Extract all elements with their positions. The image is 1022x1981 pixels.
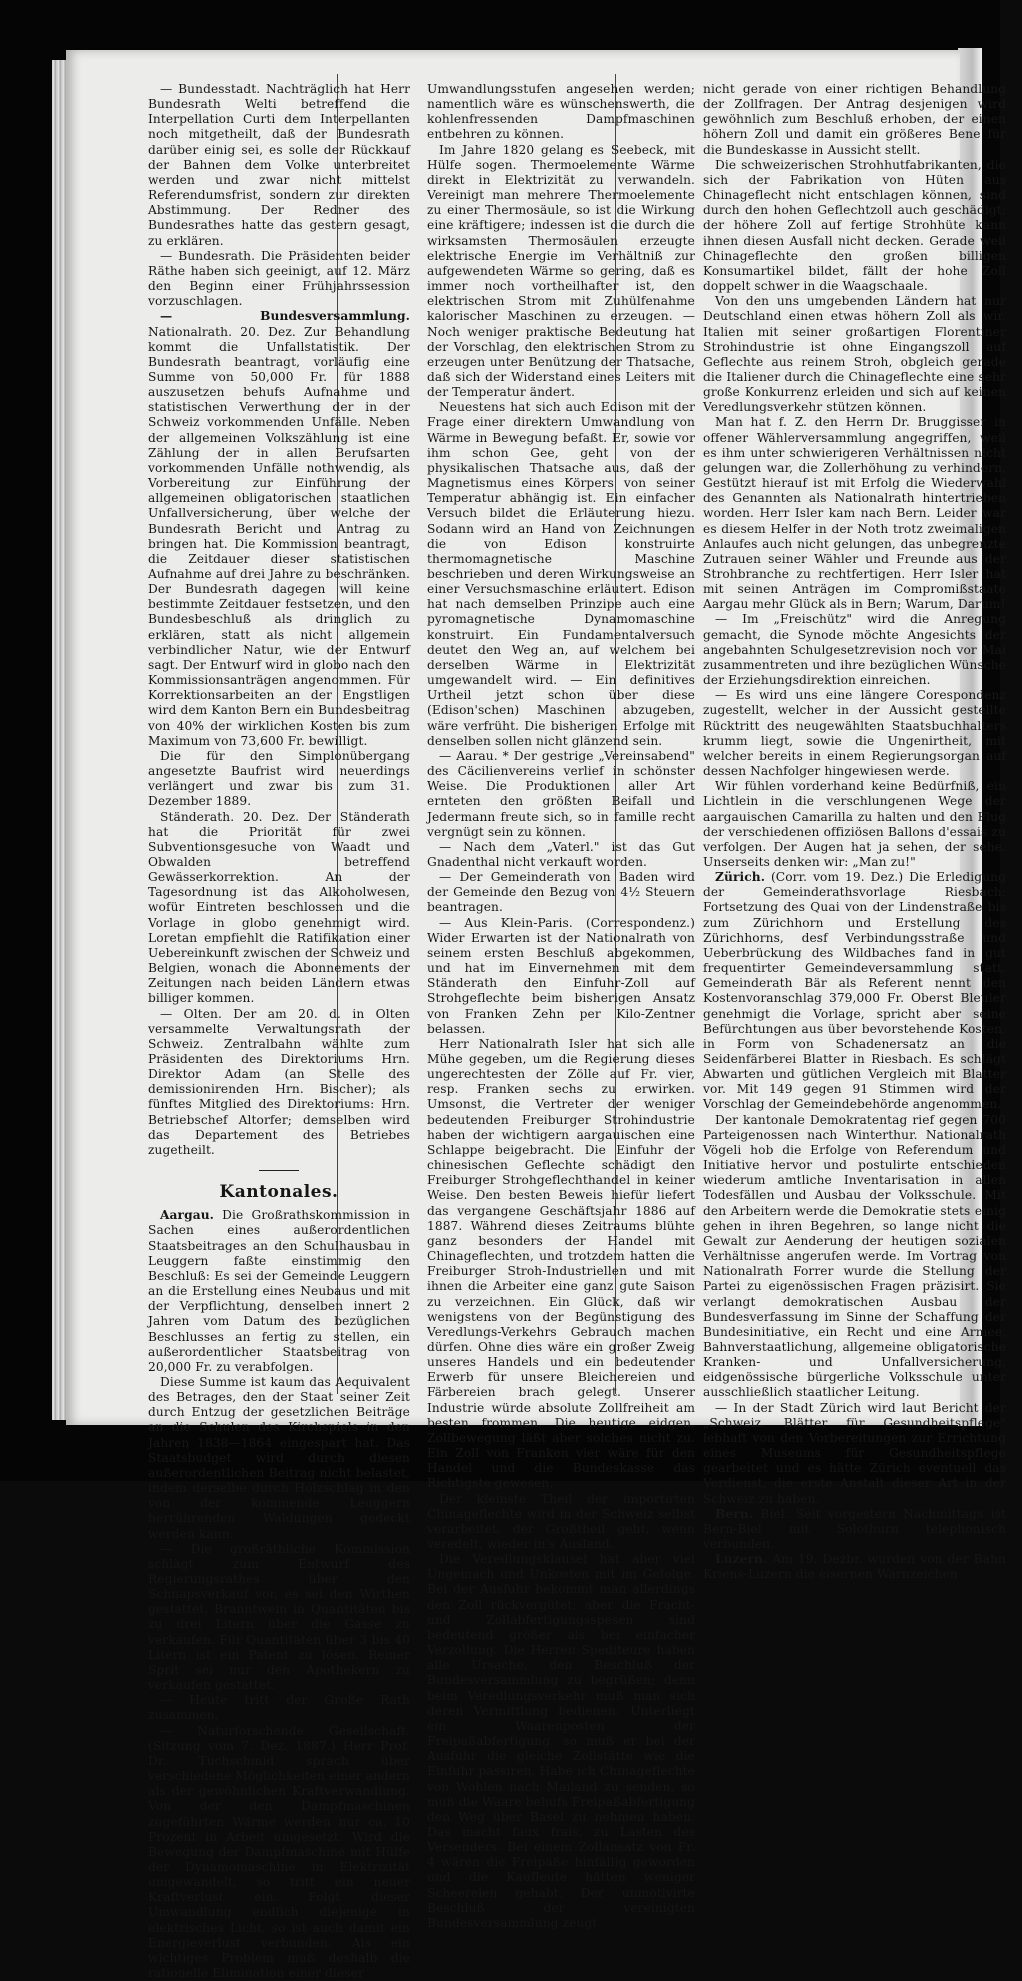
paragraph: — Der Gemeinderath von Baden wird der Gemeinde den Bezug von 4½ Steuern beantragen.: [427, 870, 695, 915]
paragraph: — Bundesstadt. Nachträglich hat Herr Bundesrath Welti betreffend die Interpellation Curti dem Interpellanten noch mitgetheilt, daß der Bundesrath darüber einig sei, es solle der Rückkauf der Bahnen dem Volke unterbreitet werden und zwar nicht mittelst Referendumsfrist, sondern zur direkten Abstimmung. Der Redner des Bundesrathes hatte das gestern gesagt, zu erklären.: [148, 82, 410, 248]
text-columns: [148, 82, 1022, 1981]
bern-text: Biel. Seit vorgestern Nachmittags ist Bern-Biel mit Solothurn telephonisch verbunden.: [703, 1506, 1006, 1551]
paragraph: Herr Nationalrath Isler hat sich alle Mühe gegeben, um die Regierung dieses ungerechtesten der Zölle auf Fr. vier, resp. Franken sechs zu erwirken. Umsonst, die Vertreter der weniger bedeutenden Freiburger Strohindustrie haben der wichtigern aargauischen eine Schlappe beigebracht. Die Einfuhr der chinesischen Geflechte schädigt den Freiburger Strohgeflechthandel in keiner Weise. Den besten Beweis hiefür liefert das vergangene Geschäftsjahr 1886 auf 1887. Während dieses Zeitraums blühte ganz besonders der Handel mit Chinageflechten, und trotzdem hatten die Freiburger Stroh-Industriellen und mit ihnen die Arbeiter eine ganz gute Saison zu verzeichnen. Ein Glück, daß wir wenigstens von der Begünstigung des Veredlungs-Verkehrs Gebrauch machen dürfen. Ohne dies wäre ein großer Zweig unseres Handels und ein bedeutender Erwerb für unsere Bleichereien und Färbereien brach gelegt. Unserer Industrie würde absolute Zollfreiheit am besten frommen. Die heutige eidgen. Zollbewegung läßt aber solches nicht zu. Ein Zoll von Franken vier wäre für den Handel und die Bundeskasse das Richtigste gewesen.: [427, 1036, 695, 1491]
paragraph: — Heute tritt der Große Rath zusammen.: [148, 1693, 410, 1723]
paragraph: — Es wird uns eine längere Corespondenz zugestellt, welcher in der Aussicht gestellte Rücktritt des neugewählten Staatsbuchhalters krumm liegt, sowie die Ungenirtheit, mit welcher bereits in einem Regierungsorgan auf dessen Nachfolger hingewiesen werde.: [703, 688, 1006, 779]
paragraph: — Olten. Der am 20. d. in Olten versammelte Verwaltungsrath der Schweiz. Zentralbahn wählte zum Präsidenten des Direktoriums Hrn. Direktor Adam (an Stelle des demissionirenden Hrn. Bischer); als fünftes Mitglied des Direktoriums: Hrn. Betriebschef Altorfer; demselben wird das Departement des Betriebes zugetheilt.: [148, 1006, 410, 1157]
column-1: [148, 82, 410, 1981]
paragraph: — Aus Klein-Paris. (Correspondenz.) Wider Erwarten ist der Nationalrath von seinem ersten Beschluß abgekommen, und hat im Einvernehmen mit dem Ständerath den Einfuhr-Zoll auf Strohgeflechte beim bisherigen Ansatz von Franken Zehn per Kilo-Zentner belassen.: [427, 915, 695, 1036]
paragraph: [148, 1208, 410, 1375]
section-title: Kantonales.: [219, 1182, 339, 1203]
paragraph: Diese Summe ist kaum das Aequivalent des Betrages, den der Staat seiner Zeit durch Entzug der gesetzlichen Beiträge an die Schulen des Kirchspiels in den Jahren 1838—1864 eingespart hat. Das Staatsbudget wird durch diesen außerordentlichen Beitrag nicht belastet, indem derselbe durch Holzschlag in den von der kommende Leuggern herrührenden Waldungen gedeckt werden kann.: [148, 1374, 410, 1541]
paragraph: — Aarau. * Der gestrige „Vereinsabend" des Cäcilienvereins verlief in schönster Weise. Die Produktionen aller Art ernteten den größten Beifall und Jedermann freute sich, so in famille recht vergnügt sein zu können.: [427, 748, 695, 839]
paragraph: Die Veredlungsklausel hat aber viel Ungemach und Unkosten mit im Gefolge. Bei der Ausfuhr bekommt man allerdings den Zoll rückvergütet; aber die Fracht- und Zollabfertigungsspesen sind bedeutend größer als bei einfacher Verzollung. Die Herren Spediteure haben alle Ursache, den Beschluß der Bundesversammlung zu begrüßen; denn beim Veredlungsverkehr muß man sich deren Vermittlung bedienen. Unterliegt ein Waarenposten der Freipaßabfertigung, so muß er bei der Ausfuhr die gleiche Zollstätte wie die Einfuhr passiren. Habe ich Chinageflechte von Wohlen nach Mailand zu senden, so muß die Waare behufs Freipaßabfertigung den Weg über Basel zu nehmen haben. Das macht faux frais, zu Lasten des Versenders. Bei einem Zollansatz von Fr. 4 wären die Freipäße hinfällig geworden und die Kaufleute hätten weniger Scheereien gehabt. Der unmotivirte Beschluß der vereinigten Bundesversammlung zeugt: [427, 1552, 695, 1930]
bundesversammlung-text: Nationalrath. 20. Dez. Zur Behandlung kommt die Unfallstatistik. Der Bundesrath beantragt, vorläufig eine Summe von 50,000 Fr. für 1888 auszusetzen behufs Aufnahme und statistischen Verwerthung der in der Schweiz vorkommenden Unfälle. Neben der allgemeinen Volkszählung ist eine Zählung der in allen Berufsarten vorkommenden Unfälle nothwendig, als Vorbereitung zur Einführung der allgemeinen obligatorischen staatlichen Unfallversicherung, über welche der Bundesrath Bericht und Antrag zu bringen hat. Die Kommission beantragt, die Zeitdauer dieser statistischen Aufnahme auf drei Jahre zu beschränken. Der Bundesrath dagegen will keine bestimmte Zeitdauer festsetzen, und den Bundesbeschluß als dringlich zu erklären, statt als nicht allgemein verbindlicher Natur, wie der Entwurf sagt. Der Entwurf wird in globo nach den Kommissionsanträgen angenommen. Für Korrektionsarbeiten an der Engstligen wird dem Kanton Bern ein Bundesbeitrag von 40% der wirklichen Kosten bis zum Maximum von 73,600 Fr. bewilligt.: [148, 324, 410, 748]
paragraph: [703, 870, 1006, 1113]
paragraph: [148, 309, 410, 749]
paragraph: Man hat f. Z. den Herrn Dr. Bruggisser in offener Wählerversammlung angegriffen, weil es ihm unter schwierigeren Verhältnissen nicht gelungen war, die Zollerhöhung zu verhindern. Gestützt hierauf ist mit Erfolg die Wiederwahl des Genannten als Nationalrath hintertrieben worden. Herr Isler kam nach Bern. Leider war es diesem Helfer in der Noth trotz zweimaligen Anlaufes auch nicht gelungen, das unbegrenzte Zutrauen seiner Wähler und Freunde aus der Strohbranche zu rechtfertigen. Herr Isler hat mit seinen Anträgen im Compromißstaate Aargau mehr Glück als in Bern; Warum, Darum!: [703, 415, 1006, 612]
paragraph: [703, 1507, 1006, 1552]
column-2: [427, 82, 695, 1930]
luzern-text: Am 19. Dezbr. wurden von der Bahn Kriens-Luzern die eisernen Warnzeichen: [703, 1552, 1006, 1582]
paragraph: — Nach dem „Vaterl." ist das Gut Gnadenthal nicht verkauft worden.: [427, 839, 695, 869]
paragraph: Die schweizerischen Strohhutfabrikanten, die sich der Fabrikation von Hüten aus Chinageflecht nicht entschlagen können, sind durch den hohen Geflechtzoll auch geschädigt; der höhere Zoll auf fertige Strohhüte kann ihnen diesen Ausfall nicht decken. Gerade weil Chinageflechte den großen billigen Konsumartikel bildet, fällt der hohe Zoll doppelt schwer in die Waagschaale.: [703, 157, 1006, 294]
paragraph: Neuestens hat sich auch Edison mit der Frage einer direktern Umwandlung von Wärme in Bewegung befaßt. Er, sowie vor ihm schon Gee, geht von der physikalischen Thatsache aus, daß der Magnetismus eines Körpers von seiner Temperatur abhängig ist. Ein einfacher Versuch bildet die Erläuterung hiezu. Sodann wird an Hand von Zeichnungen die von Edison konstruirte thermomagnetische Maschine beschrieben und deren Wirkungsweise an einer Versuchsmaschine erläutert. Edison hat nach demselben Prinzipe auch eine pyromagnetische Dynamomaschine konstruirt. Ein Fundamentalversuch deutet den Weg an, auf welchem bei derselben Wärme in Elektrizität umgewandelt wird. — Ein definitives Urtheil jetzt schon über diese (Edison'schen) Maschinen abzugeben, wäre verfrüht. Die bisherigen Erfolge mit denselben sollen nicht glänzend sein.: [427, 400, 695, 748]
paragraph: Der kantonale Demokratentag rief gegen 700 Parteigenossen nach Winterthur. Nationalrath Vögeli hob die Erfolge von Referendum und Initiative hervor und postulirte entschieden wiederum amtliche Inventarisation in allen Todesfällen und Ausbau der Volksschule. Mit den Arbeitern werde die Demokratie stets einig gehen in ihren Begehren, so lange nicht die Gewalt zur Aenderung der heutigen sozialen Verhältnisse angerufen werde. Im Vortrag von Nationalrath Forrer wurde die Stellung der Partei zu eigenössischen Fragen präzisirt. Sie verlangt demokratischen Ausbau der Bundesverfassung im Sinne der Schaffung der Bundesinitiative, ein Recht und eine Armee, Bahnverstaatlichung, allgemeine obligatorische Kranken- und Unfallversicherung, eidgenössische bürgerliche Volksschule unter ausschließlich staatlicher Leitung.: [703, 1112, 1006, 1400]
column-3: [703, 82, 1006, 1582]
paragraph: Ständerath. 20. Dez. Der Ständerath hat die Priorität für zwei Subventionsgesuche von Waadt und Obwalden betreffend Gewässerkorrektion. An der Tagesordnung ist das Alkoholwesen, wofür Eintreten beschlossen und die Vorlage in globo genehmigt wird. Loretan empfiehlt die Ratifikation einer Uebereinkunft zwischen der Schweiz und Belgien, wonach die Abonnements der Zeitungen nach beiden Ländern etwas billiger kommen.: [148, 809, 410, 1006]
paragraph: Die für den Simplonübergang angesetzte Baufrist wird neuerdings verlängert und zwar bis zum 31. Dezember 1889.: [148, 748, 410, 809]
page-stack-edge-left: [52, 60, 66, 1420]
paragraph: — Im „Freischütz" wird die Anregung gemacht, die Synode möchte Angesichts der angebahnten Schulgesetzrevision noch vor Mai zusammentreten und ihre bezüglichen Wünsche der Erziehungsdirektion einreichen.: [703, 612, 1006, 688]
paragraph: — Naturforschende Gesellschaft. (Sitzung vom 7. Dez. 1887.) Herr Prof. Dr. Tuchschmid sprach über verschiedene Möglichkeiten einer andern als der gewöhnlichen Kraftverwandlung. Von der den Dampfmaschinen zugeführten Wärme werden nur ca. 10 Prozent in Arbeit umgesetzt. Wird die Bewegung der Dampfmaschine mit Hülfe der Dynamomaschine in Elektrizität umgewandelt, so tritt ein neuer Kraftverlust ein. Folgt dieser Umwandlung endlich diejenige in elektrisches Licht, so ist auch damit ein Energieverlust verbunden. Als ein wichtiges Problem muß deshalb die rationelle Elimination einer dieser: [148, 1723, 410, 1981]
section-divider: [259, 1170, 299, 1171]
newspaper-page: [66, 50, 1006, 1981]
paragraph: — Die großräthliche Kommission schlägt zum Entwurf des Regierungsrathes über den Schnapsverkauf vor, es sei den Wirthen gestattet, Branntwein in Quantitäten bis zu drei Litern über die Gasse zu verkaufen. Für Quantitäten über 3 bis 40 Litern ist ein Patent zu lösen. Reiner Sprit sei nur den Apothekern zu verkaufen gestattet.: [148, 1541, 410, 1693]
paragraph: Im Jahre 1820 gelang es Seebeck, mit Hülfe sogen. Thermoelemente Wärme direkt in Elektrizität zu verwandeln. Vereinigt man mehrere Thermoelemente zu einer Thermosäule, so ist die Wirkung eine kräftigere; indessen ist die durch die wirksamsten Thermosäulen erzeugte elektrische Energie im Verhältniß zur aufgewendeten Wärme so gering, daß es immer noch vortheilhafter ist, den elektrischen Strom mit Zuhülfenahme kalorischer Maschinen zu erzeugen. — Noch weniger praktische Bedeutung hat der Vorschlag, den elektrischen Strom zu erzeugen unter Benützung der Thatsache, daß sich der Widerstand eines Leiters mit der Temperatur ändert.: [427, 142, 695, 400]
paragraph: Wir fühlen vorderhand keine Bedürfniß, ein Lichtlein in die verschlungenen Wege der aargauischen Camarilla zu halten und den Flug der verschiedenen offiziösen Ballons d'essais zu verfolgen. Der Augen hat ja sehen, der sehe. Unserseits denken wir: „Man zu!": [703, 779, 1006, 869]
bundesversammlung-heading: — Bundesversammlung.: [160, 309, 410, 324]
aargau-heading: Aargau.: [160, 1208, 214, 1223]
paragraph: — Bundesrath. Die Präsidenten beider Räthe haben sich geeinigt, auf 12. März den Beginn einer Frühjahrssession vorzuschlagen.: [148, 248, 410, 309]
aargau-text: Die Großrathskommission in Sachen eines außerordentlichen Staatsbeitrages an den Schulhausbau in Leuggern faßte einstimmig den Beschluß: Es sei der Gemeinde Leuggern an die Erstellung eines Neubaus und mit der Verpflichtung, denselben innert 2 Jahren vom Datum des bezüglichen Beschlusses an fertig zu stellen, ein außerordentlicher Staatsbeitrag von 20,000 Fr. zu verabfolgen.: [148, 1208, 410, 1374]
luzern-heading: Luzern.: [715, 1552, 768, 1567]
zurich-text: (Corr. vom 19. Dez.) Die Erledigung der Gemeinderathsvorlage Riesbach: Fortsetzung des Quai von der Lindenstraße bis zum Zürichhorn und Erstellung des Zürichhorns, desf Verbindungsstraße und Ueberbrückung des Wildbaches fand in gut frequentirter Gemeindeversammlung statt. Gemeinderath Bär als Referent nennt den Kostenvoranschlag 379,000 Fr. Oberst Bleuler genehmigt die Vorlage, spricht aber seine Befürchtungen aus über bevorstehende Kosten, in Form von Schadenersatz an die Seidenfärberei Blatter in Riesbach. Es schlägt Abwarten und gütlichen Vergleich mit Blatter vor. Mit 149 gegen 91 Stimmen wird der Vorschlag der Gemeindebehörde angenommen.: [703, 870, 1006, 1112]
paragraph: nicht gerade von einer richtigen Behandlung der Zollfragen. Der Antrag desjenigen wird gewöhnlich zum Beschluß erhoben, der einen höhern Zoll und damit ein größeres Bene für die Bundeskasse in Aussicht stellt.: [703, 82, 1006, 157]
paragraph: Der kleinste Theil der importirten Chinageflechte wird in der Schweiz selbst verarbeitet, der Großtheil geht, wenn veredelt, wieder in's Ausland.: [427, 1491, 695, 1551]
paragraph: Umwandlungsstufen angesehen werden; namentlich wäre es wünschenswerth, die kohlenfressenden Dampfmaschinen entbehren zu können.: [427, 82, 695, 142]
zurich-heading: Zürich.: [715, 870, 766, 885]
paragraph: Von den uns umgebenden Ländern hat nur Deutschland einen etwas höhern Zoll als wir. Italien mit seiner großartigen Florentiner Strohindustrie ist ohne Eingangszoll auf Geflechte aus reinem Stroh, obgleich gerade die Italiener durch die Chinageflechte eine sehr große Konkurrenz erleiden und sich auf keinen Veredlungsverkehr stützen können.: [703, 294, 1006, 415]
paragraph: — In der Stadt Zürich wird laut Bericht der „Schweiz. Blätter für Gesundheitspflege" lebhaft von den Vorbereitungen zur Errichtung eines Museums für Gesundheitspflege gearbeitet und es hätte Zürich eventuell das Verdienst, die erste Anstalt dieser Art in der Schweiz zu haben.: [703, 1400, 1006, 1506]
bern-heading: Bern.: [715, 1506, 754, 1521]
paragraph: [703, 1552, 1006, 1582]
